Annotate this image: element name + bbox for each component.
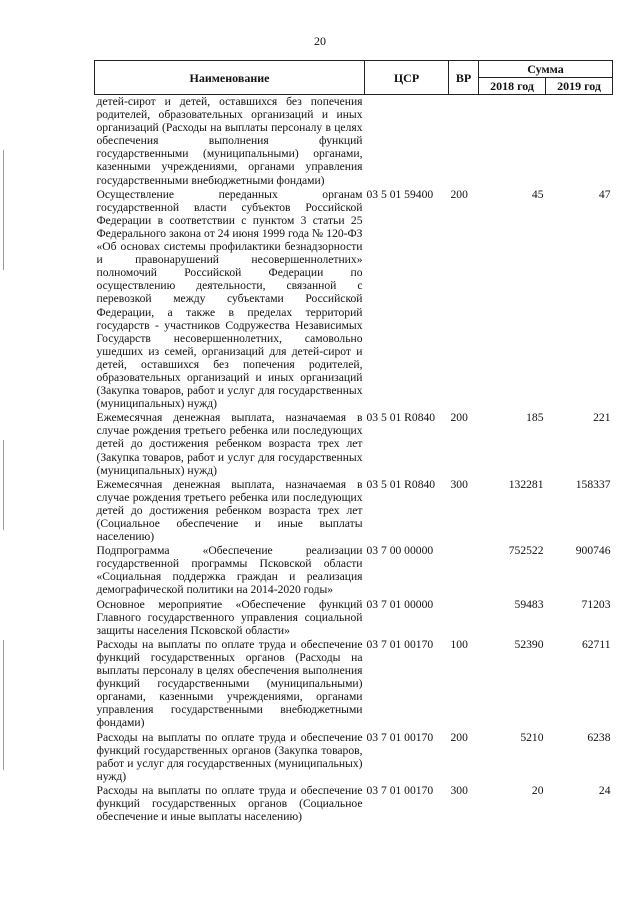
row-name: Расходы на выплаты по оплате труда и обеспечение функций государственных органов (Расходы на выплаты персоналу в целях обеспечения выполнения функций государственными (муниципальными) органами, казенными учреждениями, органами управления государственными внебюджетными фондами): [96, 637, 363, 730]
row-sum-2019: 900746: [575, 544, 611, 558]
row-sum-2019: 24: [598, 783, 611, 797]
row-vr: [449, 544, 479, 597]
table-row: [95, 544, 613, 597]
scan-edge-mark: [3, 640, 4, 770]
row-vr: 300: [450, 783, 468, 797]
row-csr: 03 5 01 R0840: [366, 477, 436, 491]
row-csr: 03 5 01 59400: [366, 187, 434, 201]
row-sum-2018: 752522: [508, 544, 544, 558]
row-name: Осуществление переданных органам государственной власти субъектов Российской Федерации в соответствии с пунктом 3 статьи 25 Федерального закона от 24 июня 1999 года № 120-ФЗ «Об основах системы профилактики безнадзорности и правонарушений несовершеннолетних» полномочий Российской Федерации по осуществлению деятельности, связанной с перевозкой между субъектами Российской Федерации, а также в пределах территорий государств - участников Содружества Независимых Государств несовершеннолетних, самовольно ушедших из семей, организаций для детей-сирот и детей, оставшихся без попечения родителей, образовательных организаций и иных организаций (Закупка товаров, работ и услуг для государственных (муниципальных) нужд): [96, 187, 363, 411]
table-row: [95, 784, 613, 824]
row-sum-2019: [546, 95, 613, 188]
table-row: [95, 188, 613, 412]
row-vr: 200: [450, 187, 468, 201]
table-header: [95, 61, 613, 95]
table-row: [95, 478, 613, 544]
row-sum-2018: 45: [531, 187, 544, 201]
row-csr: 03 7 00 00000: [366, 544, 434, 558]
row-name: Расходы на выплаты по оплате труда и обеспечение функций государственных органов (Закупка товаров, работ и услуг для государственных (муниципальных) нужд): [96, 730, 363, 783]
row-sum-2018: 52390: [514, 637, 544, 651]
table-body: [95, 95, 613, 825]
row-sum-2018: 5210: [520, 730, 544, 744]
scan-edge-mark: [3, 150, 4, 270]
row-sum-2018: 20: [531, 783, 544, 797]
header-sum: Сумма: [479, 61, 613, 78]
row-csr: 03 7 01 00170: [366, 783, 434, 797]
row-sum-2018: 59483: [514, 597, 544, 611]
row-vr: [449, 95, 479, 188]
row-sum-2019: 6238: [587, 730, 611, 744]
table-row: [95, 411, 613, 477]
row-name: Расходы на выплаты по оплате труда и обеспечение функций государственных органов (Социальное обеспечение и иные выплаты населению): [96, 783, 363, 824]
row-name: Основное мероприятие «Обеспечение функций Главного государственного управления социальной защиты населения Псковской области»: [96, 597, 363, 637]
row-csr: 03 5 01 R0840: [366, 411, 436, 425]
row-name: детей-сирот и детей, оставшихся без попечения родителей, образовательных организаций и иных организаций (Расходы на выплаты персоналу в целях обеспечения выполнения функций государственными (муниципальными) органами, казенными учреждениями, органами управления государственными внебюджетными фондами): [96, 95, 363, 187]
row-csr: [365, 95, 449, 188]
table-row: [95, 638, 613, 731]
scan-edge-mark: [3, 440, 4, 530]
row-vr: 200: [450, 411, 468, 425]
row-vr: 200: [450, 730, 468, 744]
table-row: [95, 598, 613, 638]
row-csr: 03 7 01 00170: [366, 730, 434, 744]
budget-table: [94, 60, 613, 824]
row-sum-2019: 47: [598, 187, 611, 201]
page-number: 20: [314, 34, 326, 48]
row-sum-2018: 185: [526, 411, 544, 425]
row-sum-2019: 62711: [581, 637, 611, 651]
row-csr: 03 7 01 00000: [366, 597, 434, 611]
header-csr: ЦСР: [365, 61, 449, 95]
header-name: Наименование: [95, 61, 365, 95]
table-row: [95, 731, 613, 784]
row-sum-2018: [479, 95, 546, 188]
header-year-2018: 2018 год: [479, 78, 546, 95]
table-row: [95, 95, 613, 188]
row-sum-2019: 158337: [575, 477, 611, 491]
row-name: Ежемесячная денежная выплата, назначаемая в случае рождения третьего ребенка или последующих детей до достижения ребенком возраста трех лет (Социальное обеспечение и иные выплаты населению): [96, 477, 363, 544]
row-vr: [449, 598, 479, 638]
row-name: Подпрограмма «Обеспечение реализации государственной программы Псковской области «Социальная поддержка граждан и реализация демографической политики на 2014-2020 годы»: [96, 544, 363, 597]
row-sum-2019: 71203: [581, 597, 611, 611]
row-sum-2018: 132281: [508, 477, 544, 491]
row-name: Ежемесячная денежная выплата, назначаемая в случае рождения третьего ребенка или последующих детей до достижения ребенком возраста трех лет (Закупка товаров, работ и услуг для государственных (муниципальных) нужд): [96, 411, 363, 477]
header-year-2019: 2019 год: [546, 78, 613, 95]
row-sum-2019: 221: [593, 411, 611, 425]
row-csr: 03 7 01 00170: [366, 637, 434, 651]
row-vr: 300: [450, 477, 468, 491]
row-vr: 100: [450, 637, 468, 651]
header-vr: ВР: [449, 61, 479, 95]
